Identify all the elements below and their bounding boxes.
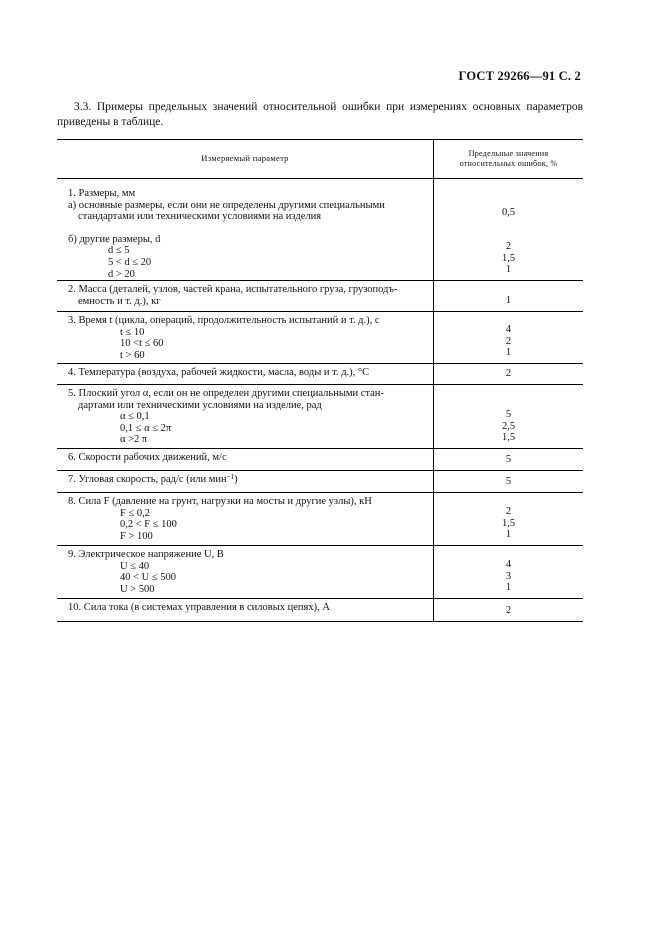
param-line: 10. Сила тока (в системах управления в силовых цепях), А — [68, 602, 330, 613]
param-line: дартами или техническими условиями на изделие, рад — [78, 399, 322, 411]
value: 1,5 — [501, 517, 516, 529]
param-line: 0,1 ≤ α ≤ 2π — [120, 422, 172, 434]
param-line: 5 < d ≤ 20 — [108, 256, 152, 268]
param-line: 6. Скорости рабочих движений, м/с — [68, 452, 227, 463]
param-line: α ≤ 0,1 — [120, 411, 150, 423]
value: 1 — [505, 582, 512, 594]
param-line: 7. Угловая скорость, рад/с (или мин$^{-1}$) — [68, 473, 238, 485]
value-cell — [434, 599, 583, 621]
param-line: F ≤ 0,2 — [120, 507, 150, 519]
value: 2 — [505, 241, 512, 253]
param-line: 8. Сила F (давление на грунт, нагрузки на мосты и другие узлы), кН — [68, 496, 372, 507]
parameter-cell — [57, 385, 434, 448]
param-line: 10 <t ≤ 60 — [120, 338, 164, 350]
param-line: 0,2 < F ≤ 100 — [120, 519, 177, 531]
page-header: ГОСТ 29266—91 С. 2 — [458, 69, 581, 83]
table-row — [57, 312, 583, 364]
param-line: α >2 π — [120, 434, 148, 446]
parameters-table — [57, 139, 583, 622]
table-row — [57, 281, 583, 312]
value: 3 — [505, 570, 512, 582]
value-cell — [434, 471, 583, 492]
col-header-limits-line1: Предельные значения — [468, 148, 549, 158]
value: 2 — [505, 506, 512, 518]
parameter-cell — [57, 449, 434, 470]
value: 1,5 — [501, 252, 516, 264]
intro-paragraph: 3.3. Примеры предельных значений относительной ошибки при измерениях основных параметров приведены в таблице. — [57, 101, 583, 128]
value: 4 — [505, 559, 512, 571]
table-row — [57, 385, 583, 449]
param-line: U ≤ 40 — [120, 560, 150, 572]
param-line: d > 20 — [108, 268, 135, 280]
table-row — [57, 546, 583, 599]
value: 1 — [505, 529, 512, 541]
param-line: d ≤ 5 — [108, 245, 130, 257]
parameter-cell — [57, 546, 434, 598]
value: 0,5 — [501, 206, 516, 218]
table-row — [57, 449, 583, 471]
param-line: а) основные размеры, если они не определены другими специальными — [68, 199, 385, 211]
value: 1 — [505, 264, 512, 276]
value: 1,5 — [501, 432, 516, 444]
value: 2 — [505, 368, 512, 380]
value: 5 — [505, 454, 512, 466]
table-row — [57, 599, 583, 621]
param-line: U > 500 — [120, 583, 155, 595]
param-line: t > 60 — [120, 349, 145, 361]
param-line: 4. Температура (воздуха, рабочей жидкости, масла, воды и т. д.), °C — [68, 367, 370, 378]
value: 2 — [505, 335, 512, 347]
param-line: 3. Время t (цикла, операций, продолжительность испытаний и т. д.), с — [68, 315, 380, 326]
param-line: 9. Электрическое напряжение U, В — [68, 549, 224, 560]
value-cell — [434, 385, 583, 448]
table-row — [57, 493, 583, 546]
parameter-cell — [57, 179, 434, 280]
param-line: t ≤ 10 — [120, 326, 145, 338]
param-line: емность и т. д.), кг — [78, 295, 161, 307]
table-row — [57, 471, 583, 493]
value: 2 — [505, 605, 512, 617]
value-cell — [434, 449, 583, 470]
value-cell — [434, 179, 583, 280]
value: 4 — [505, 324, 512, 336]
value-cell — [434, 364, 583, 384]
value: 5 — [505, 476, 512, 488]
value-cell — [434, 493, 583, 545]
value-cell — [434, 312, 583, 363]
col-header-limits-line2: относительных ошибок, % — [459, 159, 558, 168]
col-header-parameter: Измеряемый параметр — [57, 140, 434, 178]
parameter-cell — [57, 312, 434, 363]
table-header-row — [57, 140, 583, 179]
parameter-cell — [57, 281, 434, 311]
param-line: стандартами или техническими условиями на изделия — [78, 211, 322, 223]
parameter-cell — [57, 364, 434, 384]
parameter-cell — [57, 493, 434, 545]
value-cell — [434, 281, 583, 311]
table-row — [57, 364, 583, 385]
value: 1 — [505, 347, 512, 359]
param-line: F > 100 — [120, 530, 153, 542]
value: 5 — [505, 409, 512, 421]
col-header-limits — [434, 140, 583, 178]
parameter-cell — [57, 599, 434, 621]
param-line: 2. Масса (деталей, узлов, частей крана, испытательного груза, грузоподъ- — [68, 284, 398, 295]
param-line: 1. Размеры, мм — [68, 188, 136, 199]
param-line: 40 < U ≤ 500 — [120, 572, 177, 584]
value: 2,5 — [501, 420, 516, 432]
param-line: 5. Плоский угол α, если он не определен другими специальными стан- — [68, 388, 384, 399]
value: 1 — [505, 295, 512, 307]
parameter-cell — [57, 471, 434, 492]
table-row — [57, 179, 583, 281]
param-line: б) другие размеры, d — [68, 233, 161, 245]
value-cell — [434, 546, 583, 598]
